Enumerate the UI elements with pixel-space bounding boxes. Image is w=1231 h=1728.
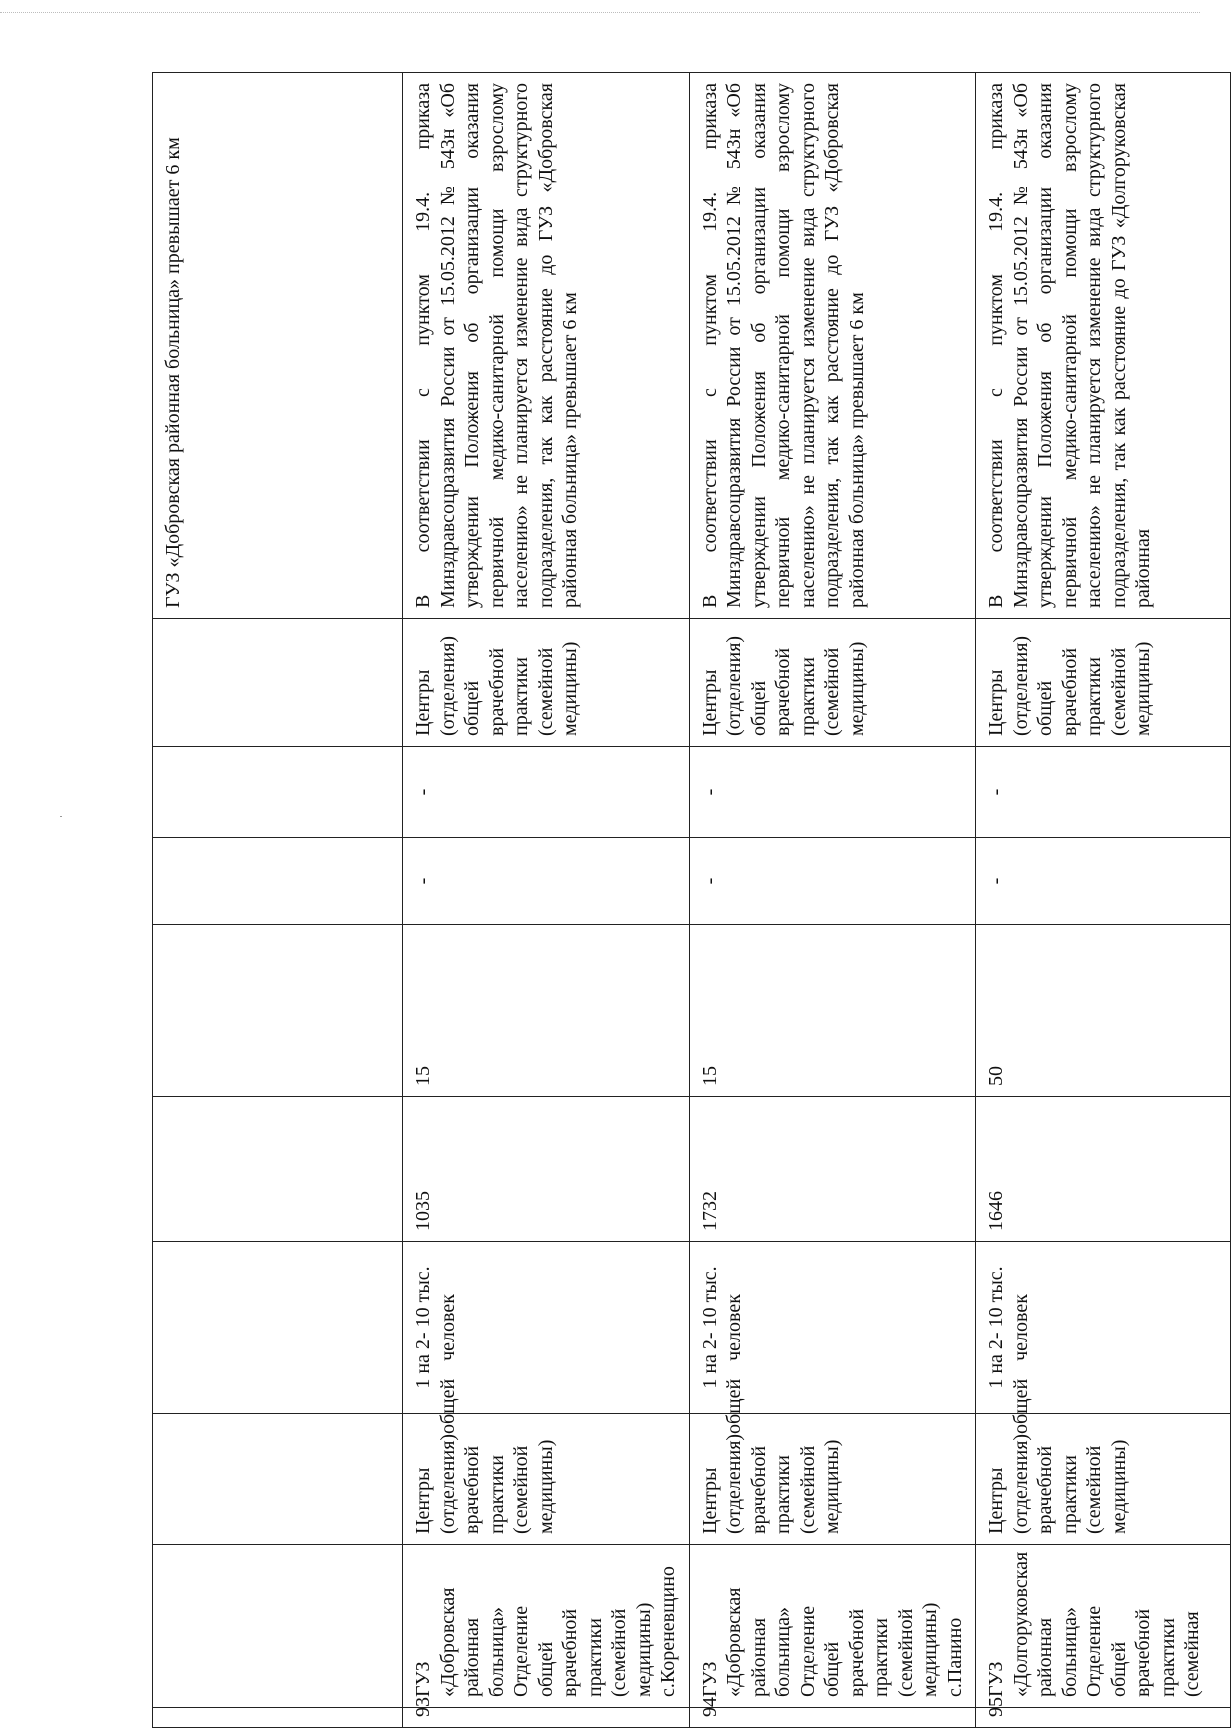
cell-unit-type: Центры (отделения)общей врачебной практики (семейной медицины)	[976, 1414, 1231, 1545]
cell-col7: -	[976, 747, 1231, 838]
cell-target-type: Центры (отделения) общей врачебной практики (семейной медицины)	[403, 619, 690, 747]
cell-target-type	[153, 619, 403, 747]
cell-population: 1035	[403, 1097, 690, 1242]
cell-norm: 1 на 2- 10 тыс. человек	[689, 1242, 976, 1414]
cell-target-type: Центры (отделения) общей врачебной практики (семейной медицины)	[689, 619, 976, 747]
cell-population	[153, 1097, 403, 1242]
cell-organization: ГУЗ «Добровская районная больница» Отделение общей врачебной практики (семейной медицины) с.Кореневщино	[403, 1545, 690, 1708]
cell-population: 1646	[976, 1097, 1231, 1242]
cell-distance	[153, 925, 403, 1097]
cell-comment: В соответствии с пунктом 19.4. приказа Минздравсоцразвития России от 15.05.2012 № 543н «Об утверждении Положения об организации оказания первичной медико-санитарной помощи взрослому населению» не планируется изменение вида структурного подразделения, так как расстояние до ГУЗ «Долгоруковская районная	[976, 73, 1231, 619]
cell-comment: В соответствии с пунктом 19.4. приказа Минздравсоцразвития России от 15.05.2012 № 543н «Об утверждении Положения об организации оказания первичной медико-санитарной помощи взрослому населению» не планируется изменение вида структурного подразделения, так как расстояние до ГУЗ «Добровская районная больница» превышает 6 км	[403, 73, 690, 619]
cell-col7: -	[689, 747, 976, 838]
cell-distance: 15	[689, 925, 976, 1097]
cell-distance: 15	[403, 925, 690, 1097]
cell-col6: -	[403, 838, 690, 925]
cell-col6	[153, 838, 403, 925]
cell-unit-type: Центры (отделения)общей врачебной практики (семейной медицины)	[403, 1414, 690, 1545]
cell-distance: 50	[976, 925, 1231, 1097]
cell-comment: ГУЗ «Добровская районная больница» превышает 6 км	[153, 73, 403, 619]
cell-organization: ГУЗ «Добровская районная больница» Отделение общей врачебной практики (семейной медицины) с.Панино	[689, 1545, 976, 1708]
rotated-page	[152, 73, 1203, 1728]
scan-speck	[60, 816, 62, 817]
facilities-table	[152, 72, 1231, 1728]
cell-comment: В соответствии с пунктом 19.4. приказа Минздравсоцразвития России от 15.05.2012 № 543н «Об утверждении Положения об организации оказания первичной медико-санитарной помощи взрослому населению» не планируется изменение вида структурного подразделения, так как расстояние до ГУЗ «Добровская районная больница» превышает 6 км	[689, 73, 976, 619]
cell-number: 95	[976, 1708, 1231, 1728]
cell-col6: -	[976, 838, 1231, 925]
cell-number	[153, 1708, 403, 1728]
cell-col7: -	[403, 747, 690, 838]
continued-row	[153, 73, 403, 1728]
cell-number: 94	[689, 1708, 976, 1728]
cell-unit-type	[153, 1414, 403, 1545]
table-row	[689, 73, 976, 1728]
cell-col6: -	[689, 838, 976, 925]
cell-norm: 1 на 2- 10 тыс. человек	[403, 1242, 690, 1414]
cell-number: 93	[403, 1708, 690, 1728]
cell-organization: ГУЗ «Долгоруковская районная больница» Отделение общей врачебной практики (семейная	[976, 1545, 1231, 1708]
scan-top-edge	[0, 12, 1200, 13]
cell-norm: 1 на 2- 10 тыс. человек	[976, 1242, 1231, 1414]
cell-norm	[153, 1242, 403, 1414]
cell-col7	[153, 747, 403, 838]
cell-organization	[153, 1545, 403, 1708]
cell-target-type: Центры (отделения) общей врачебной практики (семейной медицины)	[976, 619, 1231, 747]
cell-population: 1732	[689, 1097, 976, 1242]
cell-unit-type: Центры (отделения)общей врачебной практики (семейной медицины)	[689, 1414, 976, 1545]
table-row	[976, 73, 1231, 1728]
table-row	[403, 73, 690, 1728]
